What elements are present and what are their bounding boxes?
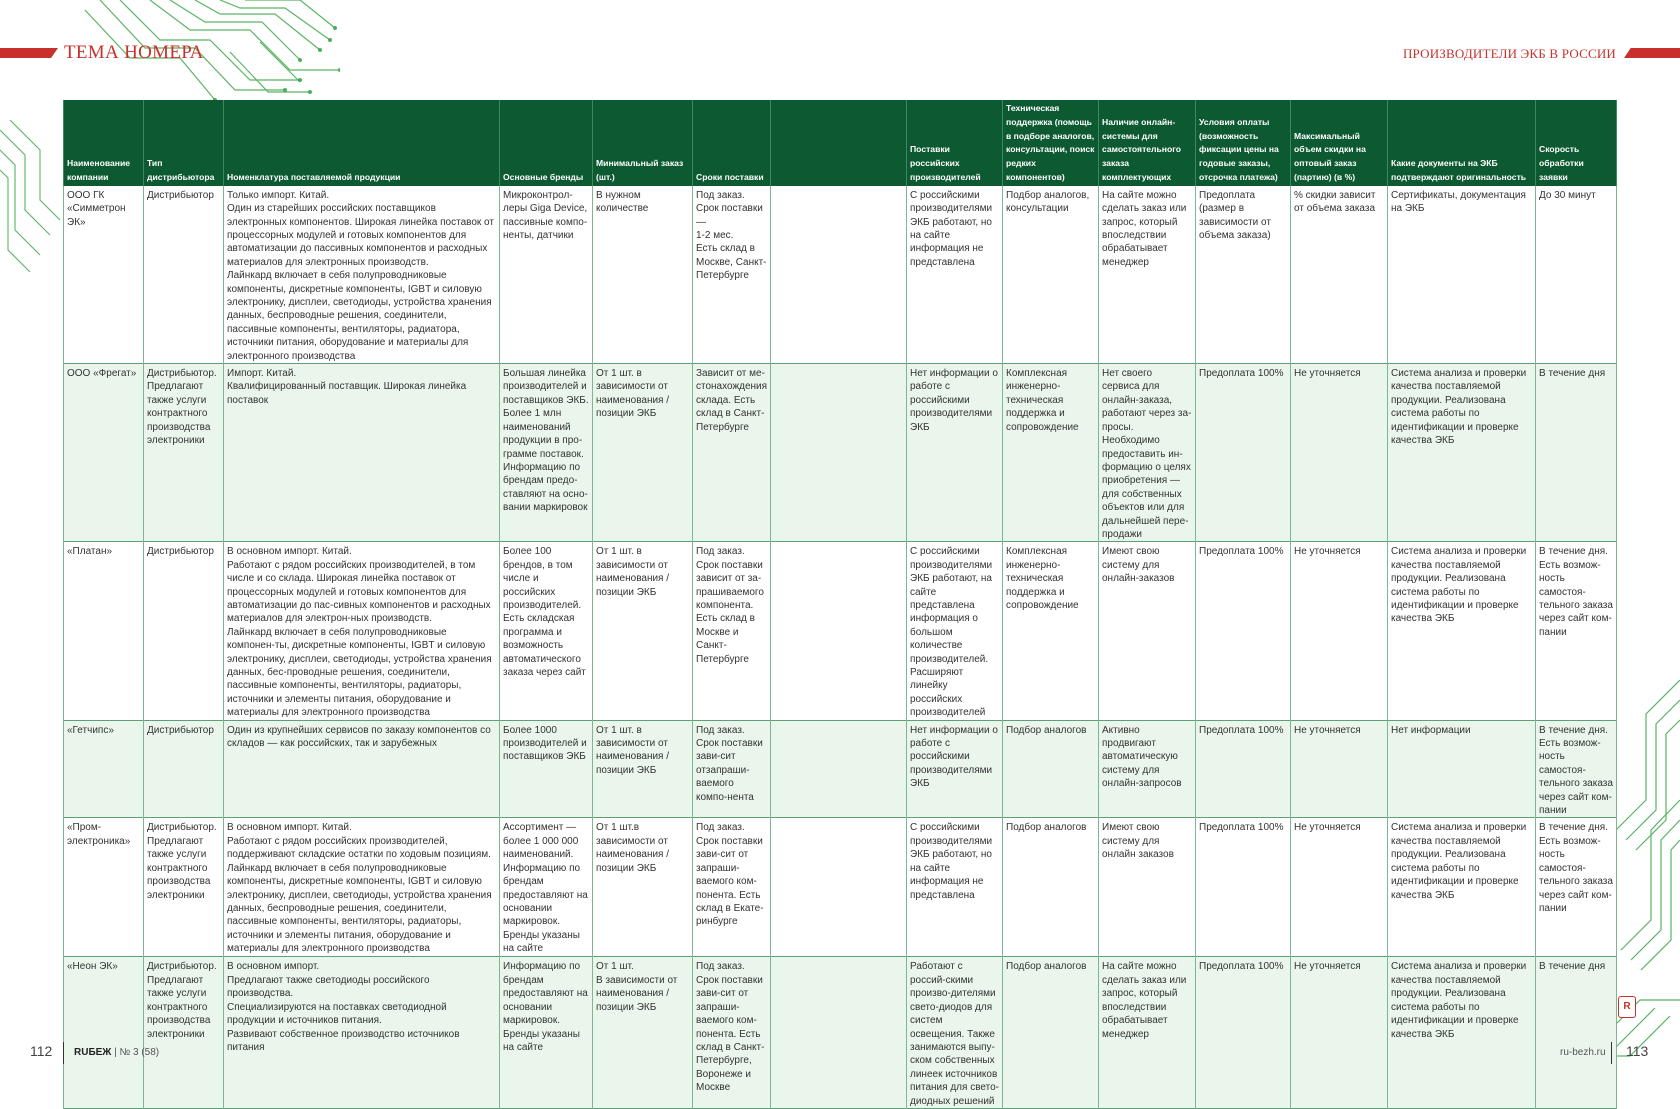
circuit-decoration-left (0, 120, 62, 280)
table-cell: Подбор аналогов, консультации (1003, 186, 1099, 364)
table-cell: С российскими производителями ЭКБ работают, но на сайте информация не представлена (907, 186, 1003, 364)
table-cell: В нужном количестве (593, 186, 693, 364)
table-cell: Один из крупнейших сервисов по заказу компонентов со складов — как российских, так и зарубежных (224, 720, 500, 818)
table-cell: Подбор аналогов (1003, 957, 1099, 1108)
table-cell: Только импорт. Китай. Один из старейших российских поставщиков электронных компонентов. Широкая линейка поставок от процессорных модулей и готовых компонентов для автоматизации до пассивных компонентов и расходных материалов для электронных производств. Лайнкард включает в себя полупроводниковые компоненты, дискретные компоненты, IGBT и силовую электронику, дисплеи, светодиоды, устройства хранения данных, беспроводные решения, соединители, пассивные компоненты, вентиляторы, радиатора, источники питания, оборудование и материалы для электронного производства (224, 186, 500, 364)
table-row (64, 542, 1617, 720)
table-cell: В течение дня. Есть возмож-ность самостоя-тельного заказа через сайт ком-пании (1536, 818, 1617, 957)
table-row (64, 720, 1617, 818)
table-cell: От 1 шт. в зависимости от наименования / позиции ЭКБ (593, 542, 693, 720)
footer-divider (1611, 1042, 1612, 1064)
section-title: ТЕМА НОМЕРА (64, 42, 204, 63)
table-cell: Дистрибьютор. Предлагают также услуги контрактного производства электроники (144, 364, 224, 542)
column-header: Поставки российских производителей (907, 100, 1003, 186)
table-cell: Предоплата 100% (1196, 542, 1291, 720)
table-cell: Информацию по брендам предоставляют на основании маркировок. Бренды указаны на сайте (500, 957, 593, 1108)
table-cell: Система анализа и проверки качества поставляемой продукции. Реализована система работы по идентификации и проверке качества ЭКБ (1388, 957, 1536, 1108)
table-cell: Активно продвигают автоматическую систему для онлайн-запросов (1099, 720, 1196, 818)
footer-divider (63, 1042, 64, 1064)
table-cell (771, 364, 907, 542)
company-name-cell: ООО «Фрегат» (64, 364, 144, 542)
company-name-cell: «Неон ЭК» (64, 957, 144, 1108)
header-accent-bar-left (0, 48, 58, 58)
header-accent-bar-right (1624, 48, 1680, 58)
table-cell: От 1 шт. в зависимости от наименования / позиции ЭКБ (593, 364, 693, 542)
column-header: Минимальный заказ (шт.) (593, 100, 693, 186)
table-cell: Система анализа и проверки качества поставляемой продукции. Реализована система работы по идентификации и проверке качества ЭКБ (1388, 818, 1536, 957)
table-cell (771, 818, 907, 957)
column-header: Наименование компании (64, 100, 144, 186)
table-cell: Микроконтрол-леры Giga Device, пассивные компо-ненты, датчики (500, 186, 593, 364)
table-cell: Дистрибьютор (144, 542, 224, 720)
topic-title: ПРОИЗВОДИТЕЛИ ЭКБ В РОССИИ (1402, 46, 1616, 61)
table-cell: Дистрибьютор. Предлагают также услуги контрактного производства электроники (144, 957, 224, 1108)
table-cell: В основном импорт. Китай. Работают с рядом российских производителей, в том числе и со склада. Широкая линейка поставок от процессорных модулей и готовых компонентов для автоматизации до пас-сивных компонентов и расходных материалов для электрон-ных производств. Лайнкард включает в себя полупроводниковые компонен-ты, дискретные компоненты, IGBT и силовую электронику, дисплеи, светодиоды, устройства хранения данных, бес-проводные решения, соединители, пассивные компоненты, вентиляторы, радиаторы, источники и элементы питания, оборудование и материалы для электронного производства (224, 542, 500, 720)
company-name-cell: ООО ГК «Симметрон ЭК» (64, 186, 144, 364)
site-url: ru-bezh.ru (1560, 1047, 1606, 1058)
table-row (64, 957, 1617, 1108)
table-cell: Подбор аналогов (1003, 720, 1099, 818)
table-cell: До 30 минут (1536, 186, 1617, 364)
magazine-issue (74, 1047, 159, 1058)
table-cell: Ассортимент — более 1 000 000 наименований. Информацию по брендам предоставляют на основании маркировок. Бренды указаны на сайте (500, 818, 593, 957)
table-cell: Более 1000 производителей и поставщиков ЭКБ (500, 720, 593, 818)
table-cell: Нет информации о работе с российскими производителями ЭКБ (907, 720, 1003, 818)
table-cell: Имеют свою систему для онлайн-заказов (1099, 542, 1196, 720)
column-header (771, 100, 907, 186)
table-cell: Предоплата 100% (1196, 720, 1291, 818)
table-cell: На сайте можно сделать заказ или запрос, который впоследствии обрабатывает менеджер (1099, 957, 1196, 1108)
page-number-left: 112 (30, 1043, 53, 1059)
company-name-cell: «Платан» (64, 542, 144, 720)
column-header: Наличие онлайн-системы для самостоятельного заказа комплектующих (1099, 100, 1196, 186)
table-cell: Дистрибьютор (144, 720, 224, 818)
table-cell: Предоплата (размер в зависимости от объема заказа) (1196, 186, 1291, 364)
table-cell: Комплексная инженерно-техническая поддержка и сопровождение (1003, 542, 1099, 720)
column-header: Сроки поставки (693, 100, 771, 186)
table-cell: Нет своего сервиса для онлайн-заказа, работают через за-просы. Необходимо предоставить ин-формацию о целях приобретения — для собственных объектов или для дальнейшей пере-продажи (1099, 364, 1196, 542)
table-cell: Сертификаты, документация на ЭКБ (1388, 186, 1536, 364)
table-cell: Не уточняется (1291, 720, 1388, 818)
table-cell: Зависит от ме-стонахождения склада. Есть склад в Санкт-Петербурге (693, 364, 771, 542)
table-cell: На сайте можно сделать заказ или запрос, который впоследствии обрабатывает менеджер (1099, 186, 1196, 364)
table-cell: Подбор аналогов (1003, 818, 1099, 957)
issue-number: | № 3 (58) (114, 1047, 160, 1058)
table-cell: Не уточняется (1291, 957, 1388, 1108)
table-cell: Под заказ. Срок поставки — 1-2 мес. Есть склад в Москве, Санкт-Петербурге (693, 186, 771, 364)
column-header: Номенклатура поставляемой продукции (224, 100, 500, 186)
table-cell: Дистрибьютор (144, 186, 224, 364)
table-cell: В течение дня. Есть возмож-ность самостоя-тельного заказа через сайт ком-пании (1536, 542, 1617, 720)
table-row (64, 364, 1617, 542)
table-cell: От 1 шт. В зависимости от наименования / позиции ЭКБ (593, 957, 693, 1108)
column-header: Максимальный объем скидки на оптовый заказ (партию) (в %) (1291, 100, 1388, 186)
circuit-decoration-right (1616, 680, 1680, 980)
table-cell: Большая линейка производителей и поставщиков ЭКБ. Более 1 млн наименований продукции в про-грамме поставок. Информацию по брендам предо-ставляют на осно-вании маркировок (500, 364, 593, 542)
table-cell (771, 720, 907, 818)
page-number-right: 113 (1626, 1043, 1649, 1059)
table-cell: Не уточняется (1291, 818, 1388, 957)
table-cell: % скидки зависит от объема заказа (1291, 186, 1388, 364)
table-cell: В течение дня. Есть возмож-ность самостоя-тельного заказа через сайт ком-пании (1536, 720, 1617, 818)
table-cell: В течение дня (1536, 364, 1617, 542)
column-header: Какие документы на ЭКБ подтверждают оригинальность (1388, 100, 1536, 186)
table-cell: Под заказ. Срок поставки зави-сит отзапраши-ваемого компо-нента (693, 720, 771, 818)
table-cell: Не уточняется (1291, 364, 1388, 542)
table-cell: Система анализа и проверки качества поставляемой продукции. Реализована система работы по идентификации и проверке качества ЭКБ (1388, 364, 1536, 542)
table-cell: Имеют свою систему для онлайн заказов (1099, 818, 1196, 957)
column-header: Основные бренды (500, 100, 593, 186)
table-cell: В основном импорт. Предлагают также светодиоды российского производства. Специализируются на поставках светодиодной продукции и источников питания. Развивают собственное производство источников питания (224, 957, 500, 1108)
lock-badge-icon: R (1618, 996, 1636, 1018)
table-cell: Предоплата 100% (1196, 818, 1291, 957)
table-cell: От 1 шт. в зависимости от наименования / позиции ЭКБ (593, 720, 693, 818)
table-cell (771, 957, 907, 1108)
table-cell: Нет информации о работе с российскими производителями ЭКБ (907, 364, 1003, 542)
company-name-cell: «Гетчипс» (64, 720, 144, 818)
table-row (64, 186, 1617, 364)
column-header: Скорость обработки заявки (1536, 100, 1617, 186)
table-cell: Предоплата 100% (1196, 957, 1291, 1108)
table-cell (771, 542, 907, 720)
table-cell: Дистрибьютор. Предлагают также услуги контрактного производства электроники (144, 818, 224, 957)
column-header: Техническая поддержка (помощь в подборе аналогов, консультации, поиск редких компонентов) (1003, 100, 1099, 186)
table-header-row (64, 100, 1617, 186)
table-row (64, 818, 1617, 957)
company-name-cell: «Пром-электроника» (64, 818, 144, 957)
table-cell: Не уточняется (1291, 542, 1388, 720)
column-header: Условия оплаты (возможность фиксации цены на годовые заказы, отсрочка платежа) (1196, 100, 1291, 186)
distributors-table (63, 100, 1616, 1109)
table-cell: Под заказ. Срок поставки зави-сит от запраши-ваемого ком-понента. Есть склад в Екате-ринбурге (693, 818, 771, 957)
table-cell: Нет информации (1388, 720, 1536, 818)
table-cell: В основном импорт. Китай. Работают с рядом российских производителей, поддерживают складские остатки по ходовым позициям. Лайнкард включает в себя полупроводниковые компоненты, дискретные компоненты, IGBT и силовую электронику, дисплеи, светодиоды, устройства хранения данных, беспроводные решения, соединители, пассивные компоненты, вентиляторы, радиаторы, источники и элементы питания, оборудование и материалы для электронного производства (224, 818, 500, 957)
table-cell: Более 100 брендов, в том числе и российских производителей. Есть складская программа и возможность автоматического заказа через сайт (500, 542, 593, 720)
table-cell: Комплексная инженерно-техническая поддержка и сопровождение (1003, 364, 1099, 542)
table-cell: Под заказ. Срок поставки зави-сит от запраши-ваемого ком-понента. Есть склад в Санкт-Петербурге, Воронеже и Москве (693, 957, 771, 1108)
table-cell: С российскими производителями ЭКБ работают, но на сайте информация не представлена (907, 818, 1003, 957)
table-cell: В течение дня (1536, 957, 1617, 1108)
magazine-name: RUБЕЖ (74, 1047, 112, 1058)
table-cell: Предоплата 100% (1196, 364, 1291, 542)
table-cell: Работают с россий-скими произво-дителями свето-диодов для систем освещения. Также занимаются выпу-ском собственных линеек источников питания для свето-диодных решений (907, 957, 1003, 1108)
table-cell: Импорт. Китай. Квалифицированный поставщик. Широкая линейка поставок (224, 364, 500, 542)
table-cell: С российскими производителями ЭКБ работают, на сайте представлена информация о большом количестве производителей. Расширяют линейку российских производителей (907, 542, 1003, 720)
column-header: Тип дистрибьютора (144, 100, 224, 186)
table-cell (771, 186, 907, 364)
table-cell: От 1 шт.в зависимости от наименования / позиции ЭКБ (593, 818, 693, 957)
table-cell: Система анализа и проверки качества поставляемой продукции. Реализована система работы по идентификации и проверке качества ЭКБ (1388, 542, 1536, 720)
table-cell: Под заказ. Срок поставки зависит от за-прашиваемого компонента. Есть склад в Москве и Санкт-Петербурге (693, 542, 771, 720)
